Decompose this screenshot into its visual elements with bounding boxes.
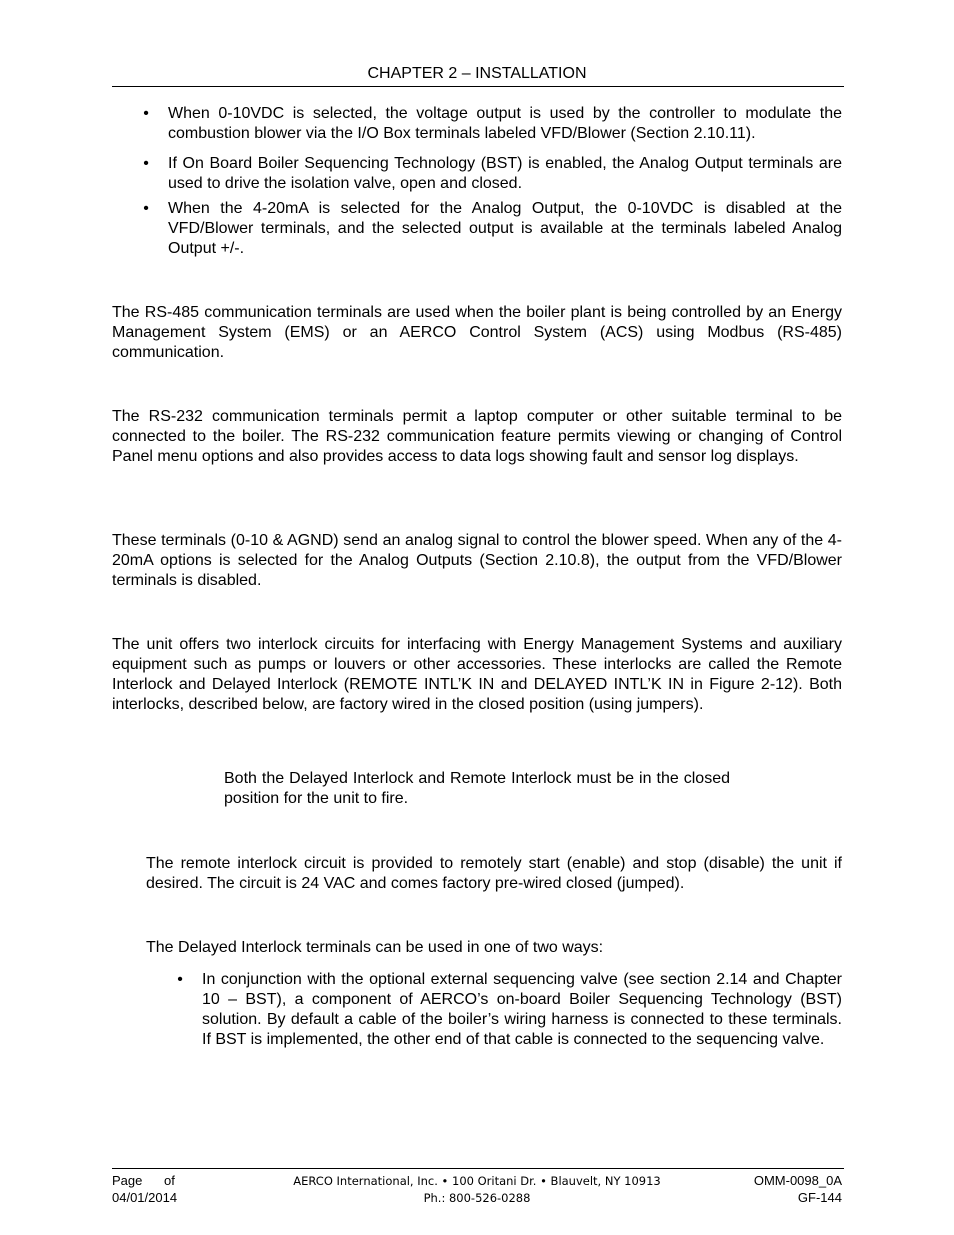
delayed-interlock-paragraph: The Delayed Interlock terminals can be used in one of two ways: bbox=[146, 939, 604, 956]
bullet-item bbox=[143, 104, 842, 144]
bullet-dot: • bbox=[177, 971, 183, 988]
bullet-item bbox=[143, 199, 842, 259]
footer-page-number: Page of bbox=[112, 1173, 175, 1188]
bullet-text: In conjunction with the optional external sequencing valve (see section 2.14 and Chapter 10 – BST), a component of AERCO’s on-board Boiler Sequencing Technology (BST) solution. By default a cable of the boiler’s wiring harness is connected to these terminals. If BST is implemented, the other end of that cable is connected to the sequencing valve. bbox=[202, 971, 842, 1048]
bullet-item bbox=[143, 154, 842, 194]
footer-phone: Ph.: 800-526-0288 bbox=[423, 1191, 531, 1205]
bullet-dot: • bbox=[143, 105, 149, 122]
bullet-dot: • bbox=[143, 155, 149, 172]
bullet-item bbox=[177, 970, 842, 1050]
footer-divider bbox=[112, 1168, 844, 1169]
bullet-text: When the 4-20mA is selected for the Analog Output, the 0-10VDC is disabled at the VFD/Blower terminals, and the selected output is available at the terminals labeled Analog Output +/-. bbox=[168, 200, 842, 257]
remote-interlock-paragraph: The remote interlock circuit is provided to remotely start (enable) and stop (disable) the unit if desired. The circuit is 24 VAC and comes factory pre-wired closed (jumped). bbox=[146, 855, 842, 892]
header-divider bbox=[112, 86, 844, 87]
bullet-text: If On Board Boiler Sequencing Technology (BST) is enabled, the Analog Output terminals are used to drive the isolation valve, open and closed. bbox=[168, 155, 842, 192]
rs485-paragraph: The RS-485 communication terminals are used when the boiler plant is being controlled by an Energy Management System (EMS) or an AERCO Control System (ACS) using Modbus (RS-485) communication. bbox=[112, 304, 842, 361]
interlock-paragraph: The unit offers two interlock circuits for interfacing with Energy Management Systems and auxiliary equipment such as pumps or louvers or other accessories. These interlocks are called the Remote Interlock and Delayed Interlock (REMOTE INTL’K IN and DELAYED INTL’K IN in Figure 2-12). Both interlocks, described below, are factory wired in the closed position (using jumpers). bbox=[112, 636, 842, 713]
footer-gf-number: GF-144 bbox=[797, 1190, 842, 1205]
footer-date: 04/01/2014 bbox=[112, 1190, 178, 1205]
rs232-paragraph: The RS-232 communication terminals permit a laptop computer or other suitable terminal to be connected to the boiler. The RS-232 communication feature permits viewing or changing of Control Panel menu options and also provides access to data logs showing fault and sensor log displays. bbox=[112, 408, 842, 465]
bullet-text: When 0-10VDC is selected, the voltage output is used by the controller to modulate the combustion blower via the I/O Box terminals labeled VFD/Blower (Section 2.10.11). bbox=[168, 105, 842, 142]
note-text: Both the Delayed Interlock and Remote Interlock must be in the closed position for the unit to fire. bbox=[224, 770, 730, 807]
bullet-dot: • bbox=[143, 200, 149, 217]
vfd-blower-paragraph: These terminals (0-10 & AGND) send an analog signal to control the blower speed. When any of the 4-20mA options is selected for the Analog Outputs (Section 2.10.8), the output from the VFD/Blower terminals is disabled. bbox=[112, 532, 842, 589]
footer-company-address: AERCO International, Inc. • 100 Oritani Dr. • Blauvelt, NY 10913 bbox=[293, 1174, 661, 1188]
chapter-header: CHAPTER 2 – INSTALLATION bbox=[367, 65, 587, 82]
footer-document-number: OMM-0098_0A bbox=[753, 1173, 842, 1188]
